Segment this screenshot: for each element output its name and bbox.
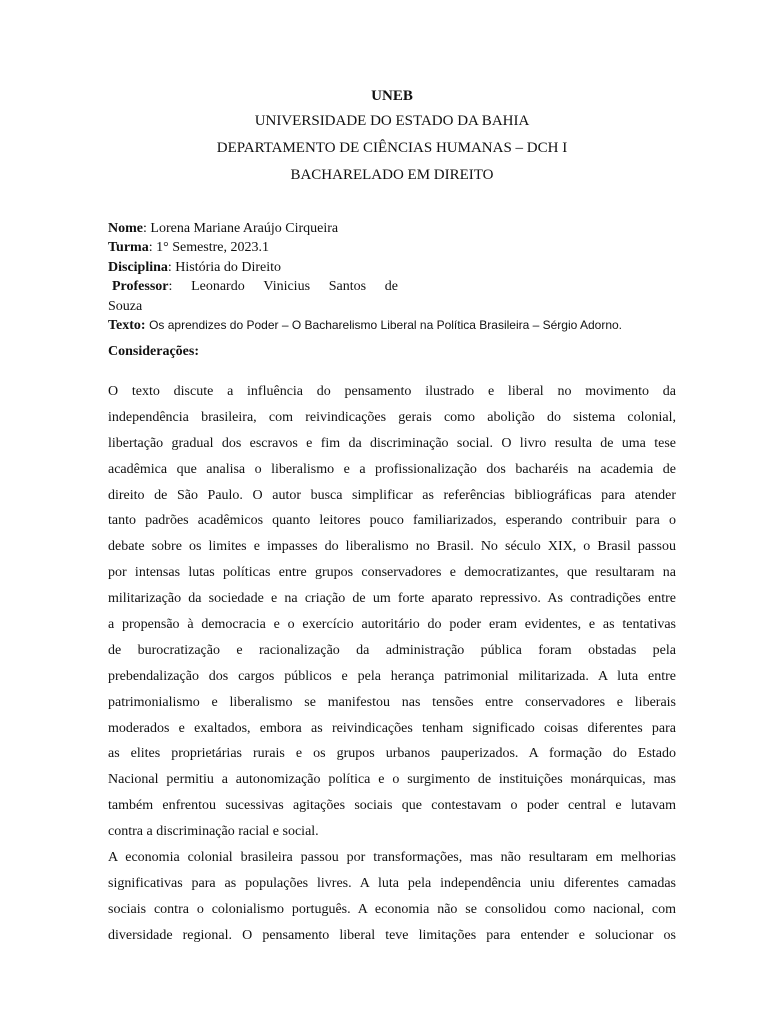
body-line: prebendalização dos cargos públicos e pela herança patrimonial militarizada. A luta entre (108, 668, 676, 684)
professor-colon: : (168, 279, 173, 295)
body-line: significativas para as populações livres. A luta pela independência uniu diferentes camadas (108, 875, 676, 891)
professor-last-name: Souza (108, 298, 143, 314)
text-label: Texto: (108, 318, 146, 334)
body-line: Nacional permitiu a autonomização política e o surgimento de instituições monárquicas, mas (108, 772, 676, 788)
body-line: tanto padrões acadêmicos quanto leitores pouco familiarizados, esperando contribuir para o (108, 513, 676, 529)
subject-row (108, 258, 668, 277)
body-line: acadêmica que analisa o liberalismo e a profissionalização dos bacharéis na academia de (108, 461, 676, 477)
department-name: DEPARTAMENTO DE CIÊNCIAS HUMANAS – DCH I (216, 140, 568, 156)
university-name: UNIVERSIDADE DO ESTADO DA BAHIA (254, 113, 530, 129)
body-line: patrimonialismo e liberalismo se manifestou nas tensões entre conservadores e liberais (108, 694, 676, 710)
institution-abbreviation: UNEB (371, 88, 413, 104)
text-title: Os aprendizes do Poder – O Bacharelismo Liberal na Política Brasileira – Sérgio Adorno. (149, 318, 623, 333)
body-paragraphs (108, 379, 676, 949)
body-line: debate sobre os limites e impasses do liberalismo no Brasil. No século XIX, o Brasil passou (108, 539, 676, 555)
body-line: por intensas lutas políticas entre grupos conservadores e democratizantes, que resultaram na (108, 565, 676, 581)
class-value: : 1° Semestre, 2023.1 (148, 240, 270, 256)
professor-word: de (384, 279, 398, 295)
body-line: diversidade regional. O pensamento liberal teve limitações para entender e solucionar os (108, 927, 676, 943)
body-line: também enfrentou sucessivas agitações sociais que contestavam o poder central e lutavam (108, 798, 676, 814)
professor-word: Vinicius (263, 279, 311, 295)
class-row (108, 238, 668, 257)
name-label: Nome (108, 221, 143, 236)
text-row (108, 316, 668, 335)
professor-word: Leonardo (191, 279, 245, 295)
document-header (108, 84, 676, 189)
name-row (108, 219, 668, 238)
body-line: sociais contra o colonialismo português. A economia não se consolidou como nacional, com (108, 901, 676, 917)
body-line: O texto discute a influência do pensamento ilustrado e liberal no movimento da (108, 384, 676, 399)
body-line: A economia colonial brasileira passou por transformações, mas não resultaram em melhorias (108, 850, 676, 866)
name-value: : Lorena Mariane Araújo Cirqueira (143, 221, 339, 236)
subject-label: Disciplina (108, 259, 168, 275)
body-line: direito de São Paulo. O autor busca simplificar as referências bibliográficas para atender (108, 487, 676, 503)
body-line: a propensão à democracia e o exercício autoritário do poder eram evidentes, e as tentativas (108, 617, 676, 633)
body-line: de burocratização e racionalização da administração pública foram obstadas pela (108, 642, 676, 658)
body-line: independência brasileira, com reivindicações gerais como abolição do sistema colonial, (108, 409, 676, 425)
student-info (108, 219, 668, 335)
subject-value: : História do Direito (167, 259, 282, 275)
class-label: Turma (108, 240, 149, 256)
body-line: militarização da sociedade e na criação de um forte aparato repressivo. As contradições entre (108, 591, 676, 607)
professor-label: Professor (112, 279, 169, 295)
body-line: contra a discriminação racial e social. (108, 824, 319, 840)
course-name: BACHARELADO EM DIREITO (290, 167, 494, 183)
body-line: as elites proprietárias rurais e os grupos urbanos pauperizados. A formação do Estado (108, 746, 676, 762)
professor-word: Santos (328, 279, 367, 295)
body-line: moderados e exaltados, embora as reivindicações tenham significado coisas diferentes para (108, 720, 676, 736)
body-line: libertação gradual dos escravos e fim da discriminação social. O livro resulta de uma tese (108, 435, 676, 451)
considerations-heading: Considerações: (108, 344, 199, 359)
professor-row (108, 277, 398, 296)
